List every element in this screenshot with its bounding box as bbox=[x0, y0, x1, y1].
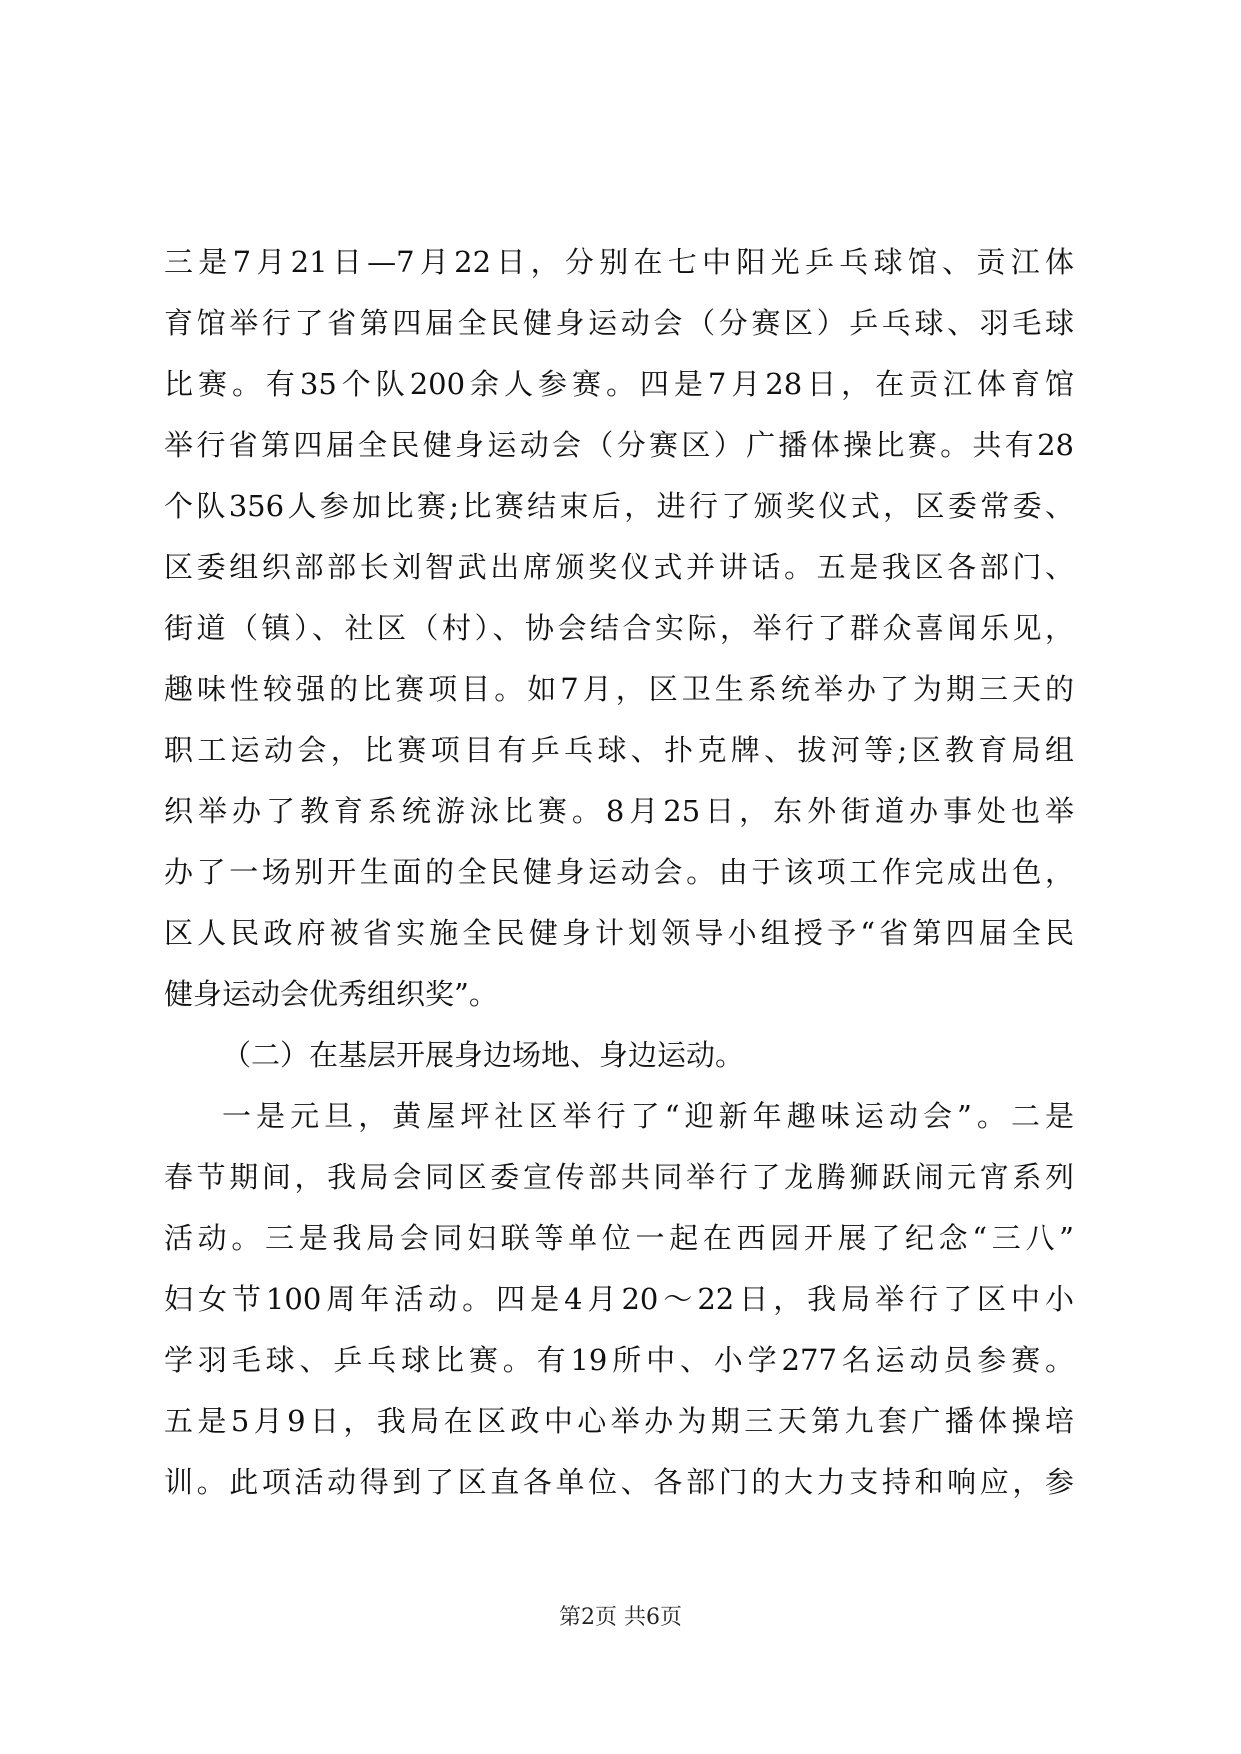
text-line: 妇女节100周年活动。四是4月20～22日，我局举行了区中小 bbox=[164, 1282, 1074, 1316]
text-line: 育馆举行了省第四届全民健身运动会（分赛区）乒乓球、羽毛球 bbox=[164, 306, 1074, 340]
text-line: 区委组织部部长刘智武出席颁奖仪式并讲话。五是我区各部门、 bbox=[164, 550, 1074, 584]
text-line: 比赛。有35个队200余人参赛。四是7月28日，在贡江体育馆 bbox=[164, 367, 1074, 401]
text-line: 一是元旦，黄屋坪社区举行了“迎新年趣味运动会”。二是 bbox=[222, 1099, 1074, 1133]
text-line: 街道（镇）、社区（村）、协会结合实际，举行了群众喜闻乐见， bbox=[164, 611, 1074, 645]
text-line: 学羽毛球、乒乓球比赛。有19所中、小学277名运动员参赛。 bbox=[164, 1343, 1074, 1377]
text-line: 春节期间，我局会同区委宣传部共同举行了龙腾狮跃闹元宵系列 bbox=[164, 1160, 1074, 1194]
text-line: 五是5月9日，我局在区政中心举办为期三天第九套广播体操培 bbox=[164, 1404, 1074, 1438]
text-line: 区人民政府被省实施全民健身计划领导小组授予“省第四届全民 bbox=[164, 916, 1074, 950]
section-heading: （二）在基层开展身边场地、身边运动。 bbox=[222, 1038, 745, 1072]
text-line: 三是7月21日—7月22日，分别在七中阳光乒乓球馆、贡江体 bbox=[164, 245, 1074, 279]
text-line: 办了一场别开生面的全民健身运动会。由于该项工作完成出色， bbox=[164, 855, 1074, 889]
text-line: 个队356人参加比赛;比赛结束后，进行了颁奖仪式，区委常委、 bbox=[164, 489, 1074, 523]
text-line: 训。此项活动得到了区直各单位、各部门的大力支持和响应，参 bbox=[164, 1465, 1074, 1499]
text-line: 职工运动会，比赛项目有乒乓球、扑克牌、拔河等;区教育局组 bbox=[164, 733, 1074, 767]
text-line: 趣味性较强的比赛项目。如7月，区卫生系统举办了为期三天的 bbox=[164, 672, 1074, 706]
text-line: 织举办了教育系统游泳比赛。8月25日，东外街道办事处也举 bbox=[164, 794, 1074, 828]
text-line: 活动。三是我局会同妇联等单位一起在西园开展了纪念“三八” bbox=[164, 1221, 1074, 1255]
page-number-footer: 第2页 共6页 bbox=[559, 1605, 682, 1630]
text-line: 健身运动会优秀组织奖”。 bbox=[164, 977, 498, 1011]
body-text bbox=[164, 232, 1074, 1513]
text-line: 举行省第四届全民健身运动会（分赛区）广播体操比赛。共有28 bbox=[164, 428, 1074, 462]
